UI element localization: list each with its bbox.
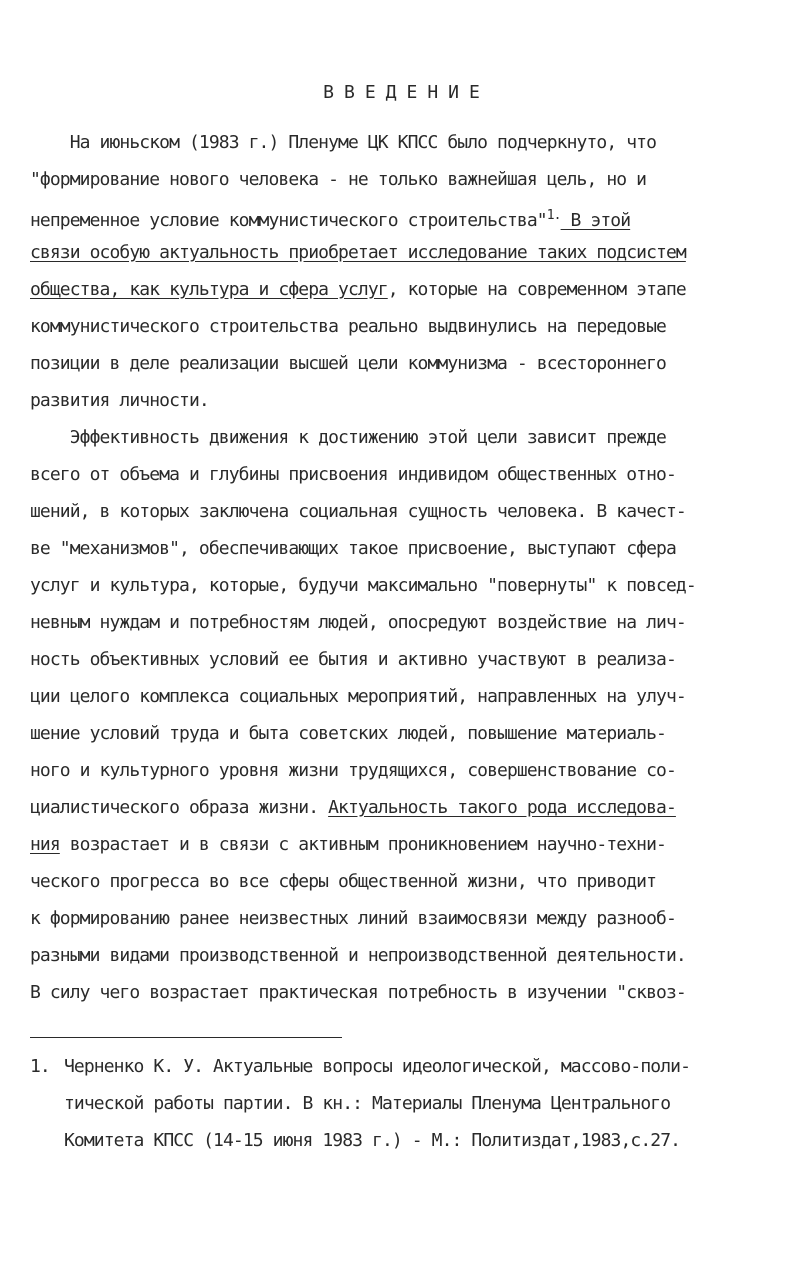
paragraph-2-line-10: ного и культурного уровня жизни трудящихся, совершенствование со-	[30, 760, 676, 781]
paragraph-2-line-5: услуг и культура, которые, будучи максимально "повернуты" к повсед-	[30, 575, 696, 596]
paragraph-2-line-13: ческого прогресса во все сферы общественной жизни, что приводит	[30, 871, 657, 892]
footnote-line-3: Комитета КПСС (14-15 июня 1983 г.) - М.: Политиздат,1983,с.27.	[64, 1130, 681, 1151]
paragraph-2-line-6: невным нуждам и потребностям людей, опосредуют воздействие на лич-	[30, 612, 686, 633]
paragraph-2-line-14: к формированию ранее неизвестных линий взаимосвязи между разнооб-	[30, 908, 676, 929]
underlined-phrase-end: общества, как культура и сфера услуг	[30, 279, 388, 300]
footnote-separator	[30, 1037, 342, 1038]
paragraph-2-line-15: разными видами производственной и непроизводственной деятельности.	[30, 945, 686, 966]
underlined-sentence-end: ния	[30, 834, 60, 855]
paragraph-2-line-12	[30, 835, 666, 855]
paragraph-1-line-3	[30, 206, 630, 231]
paragraph-1-line-7: позиции в деле реализации высшей цели коммунизма - всестороннего	[30, 353, 666, 374]
footnote-line-2: тической работы партии. В кн.: Материалы Пленума Центрального	[64, 1093, 671, 1114]
footnote-reference: 1.	[546, 208, 561, 223]
paragraph-2-line-16: В силу чего возрастает практическая потребность в изучении "сквоз-	[30, 982, 686, 1003]
paragraph-2-line-8: ции целого комплекса социальных мероприятий, направленных на улуч-	[30, 686, 686, 707]
paragraph-2-line-7: ность объективных условий ее бытия и активно участвуют в реализа-	[30, 649, 676, 670]
paragraph-1-line-3-text: непременное условие коммунистического строительства"	[30, 210, 547, 231]
paragraph-1-line-6: коммунистического строительства реально выдвинулись на передовые	[30, 316, 666, 337]
paragraph-1-line-1: На июньском (1983 г.) Пленуме ЦК КПСС было подчеркнуто, что	[30, 132, 657, 153]
paragraph-2-line-11-text: циалистического образа жизни.	[30, 797, 329, 818]
paragraph-1-line-8: развития личности.	[30, 390, 209, 411]
paragraph-1-line-5-text: , которые на современном этапе	[387, 279, 686, 300]
footnote-line-1: Черненко К. У. Актуальные вопросы идеологической, массово-поли-	[64, 1056, 691, 1077]
page-title: ВВЕДЕНИЕ	[323, 82, 490, 103]
paragraph-1-line-5	[30, 280, 686, 300]
paragraph-2-line-12-text: возрастает и в связи с активным проникновением научно-техни-	[59, 834, 666, 855]
paragraph-1-line-2: "формирование нового человека - не только важнейшая цель, но и	[30, 169, 647, 190]
paragraph-2-line-4: ве "механизмов", обеспечивающих такое присвоение, выступают сфера	[30, 538, 676, 559]
paragraph-2-line-2: всего от объема и глубины присвоения индивидом общественных отно-	[30, 464, 676, 485]
underlined-phrase-start: В этой	[560, 210, 631, 231]
paragraph-2-line-11	[30, 798, 676, 818]
paragraph-2-line-3: шений, в которых заключена социальная сущность человека. В качест-	[30, 501, 686, 522]
footnote-marker: 1.	[30, 1056, 50, 1077]
paragraph-2-line-9: шение условий труда и быта советских людей, повышение материаль-	[30, 723, 666, 744]
paragraph-1-line-4: связи особую актуальность приобретает исследование таких подсистем	[30, 242, 686, 263]
paragraph-2-line-1: Эффективность движения к достижению этой цели зависит прежде	[30, 427, 666, 448]
underlined-sentence-start: Актуальность такого рода исследова-	[328, 797, 676, 818]
